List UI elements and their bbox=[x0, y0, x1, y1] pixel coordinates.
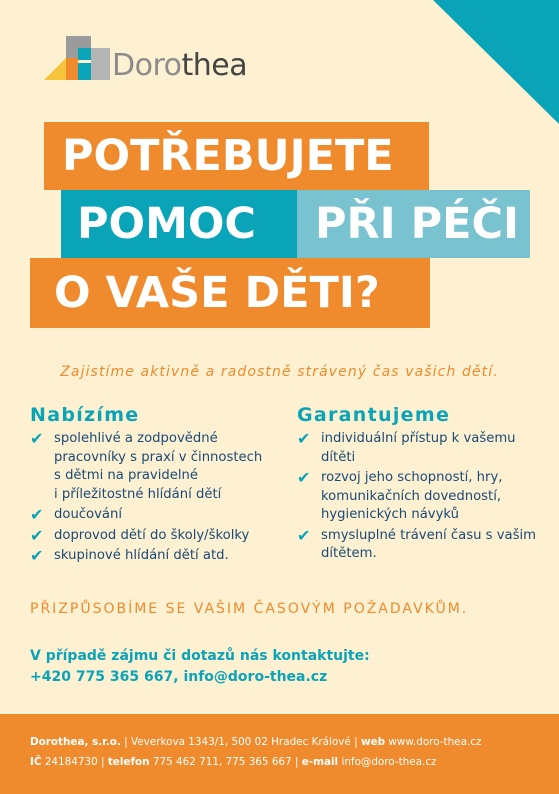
footer-web-label: web bbox=[360, 736, 386, 748]
footer-web-link[interactable]: www.doro-thea.cz bbox=[388, 736, 482, 748]
headline-line-1: POTŘEBUJETE bbox=[44, 122, 429, 190]
checkmark-icon: ✔ bbox=[30, 525, 44, 545]
guarantee-item: ✔ individuální přístup k vašemu dítěti bbox=[297, 429, 516, 465]
house-logo-icon bbox=[44, 36, 110, 80]
footer-email-label: e-mail bbox=[301, 756, 339, 768]
offer-list bbox=[30, 430, 290, 566]
adapt-statement: PŘIZPŮSOBÍME SE VAŠIM ČASOVÝM POŽADAVKŮM. bbox=[30, 601, 469, 617]
checkmark-icon: ✔ bbox=[30, 429, 44, 448]
headline-line-2b: PŘI PÉČI bbox=[297, 190, 530, 258]
footer-ic-label: IČ bbox=[30, 756, 42, 768]
offer-title: Nabízíme bbox=[30, 404, 140, 426]
brand-logo bbox=[44, 36, 248, 83]
offer-item: ✔ doučování bbox=[30, 505, 123, 524]
offer-item: ✔ doprovod dětí do školy/školky bbox=[30, 525, 250, 545]
headline-line-3: O VAŠE DĚTI? bbox=[30, 258, 430, 328]
guarantee-list bbox=[297, 430, 542, 564]
guarantee-title: Garantujeme bbox=[297, 404, 451, 426]
brand-name: Dorothea bbox=[112, 48, 248, 83]
guarantee-item: ✔ rozvoj jeho schopností, hry, komunikačních dovedností, hygienických návyků bbox=[297, 468, 503, 522]
checkmark-icon: ✔ bbox=[297, 468, 311, 487]
footer-phone[interactable]: 775 462 711, 775 365 667 bbox=[152, 756, 292, 768]
footer-email-link[interactable]: info@doro-thea.cz bbox=[341, 756, 437, 768]
contact-details[interactable]: +420 775 365 667, info@doro-thea.cz bbox=[30, 669, 328, 685]
footer-row-1: Dorothea, s.r.o. | Veverkova 1343/1, 500 02 Hradec Králové | web www.doro-thea.cz bbox=[30, 736, 482, 748]
headline-line-2a: POMOC bbox=[61, 190, 297, 258]
checkmark-icon: ✔ bbox=[297, 429, 311, 448]
guarantee-section bbox=[297, 404, 542, 566]
contact-block bbox=[30, 646, 370, 688]
guarantee-item: ✔ smysluplné trávení času s vašim dítětem. bbox=[297, 525, 536, 561]
footer bbox=[0, 714, 559, 794]
contact-prompt: V případě zájmu či dotazů nás kontaktujte: bbox=[30, 648, 370, 664]
checkmark-icon: ✔ bbox=[297, 525, 311, 545]
footer-address: Veverkova 1343/1, 500 02 Hradec Králové bbox=[130, 736, 351, 748]
footer-company: Dorothea, s.r.o. bbox=[30, 736, 121, 748]
checkmark-icon: ✔ bbox=[30, 505, 44, 524]
footer-row-2: IČ 24184730 | telefon 775 462 711, 775 365 667 | e-mail info@doro-thea.cz bbox=[30, 756, 437, 768]
offer-section bbox=[30, 404, 290, 568]
footer-phone-label: telefon bbox=[107, 756, 150, 768]
corner-decoration bbox=[433, 0, 559, 124]
checkmark-icon: ✔ bbox=[30, 546, 44, 565]
offer-item: ✔ spolehlivé a zodpovědné pracovníky s praxí v činnostech s dětmi na pravidelné i příležitostné hlídání dětí bbox=[30, 429, 263, 502]
tagline: Zajistíme aktivně a radostně strávený čas vašich dětí. bbox=[60, 364, 499, 380]
offer-item: ✔ skupinové hlídání dětí atd. bbox=[30, 546, 229, 565]
footer-ic: 24184730 bbox=[44, 756, 98, 768]
